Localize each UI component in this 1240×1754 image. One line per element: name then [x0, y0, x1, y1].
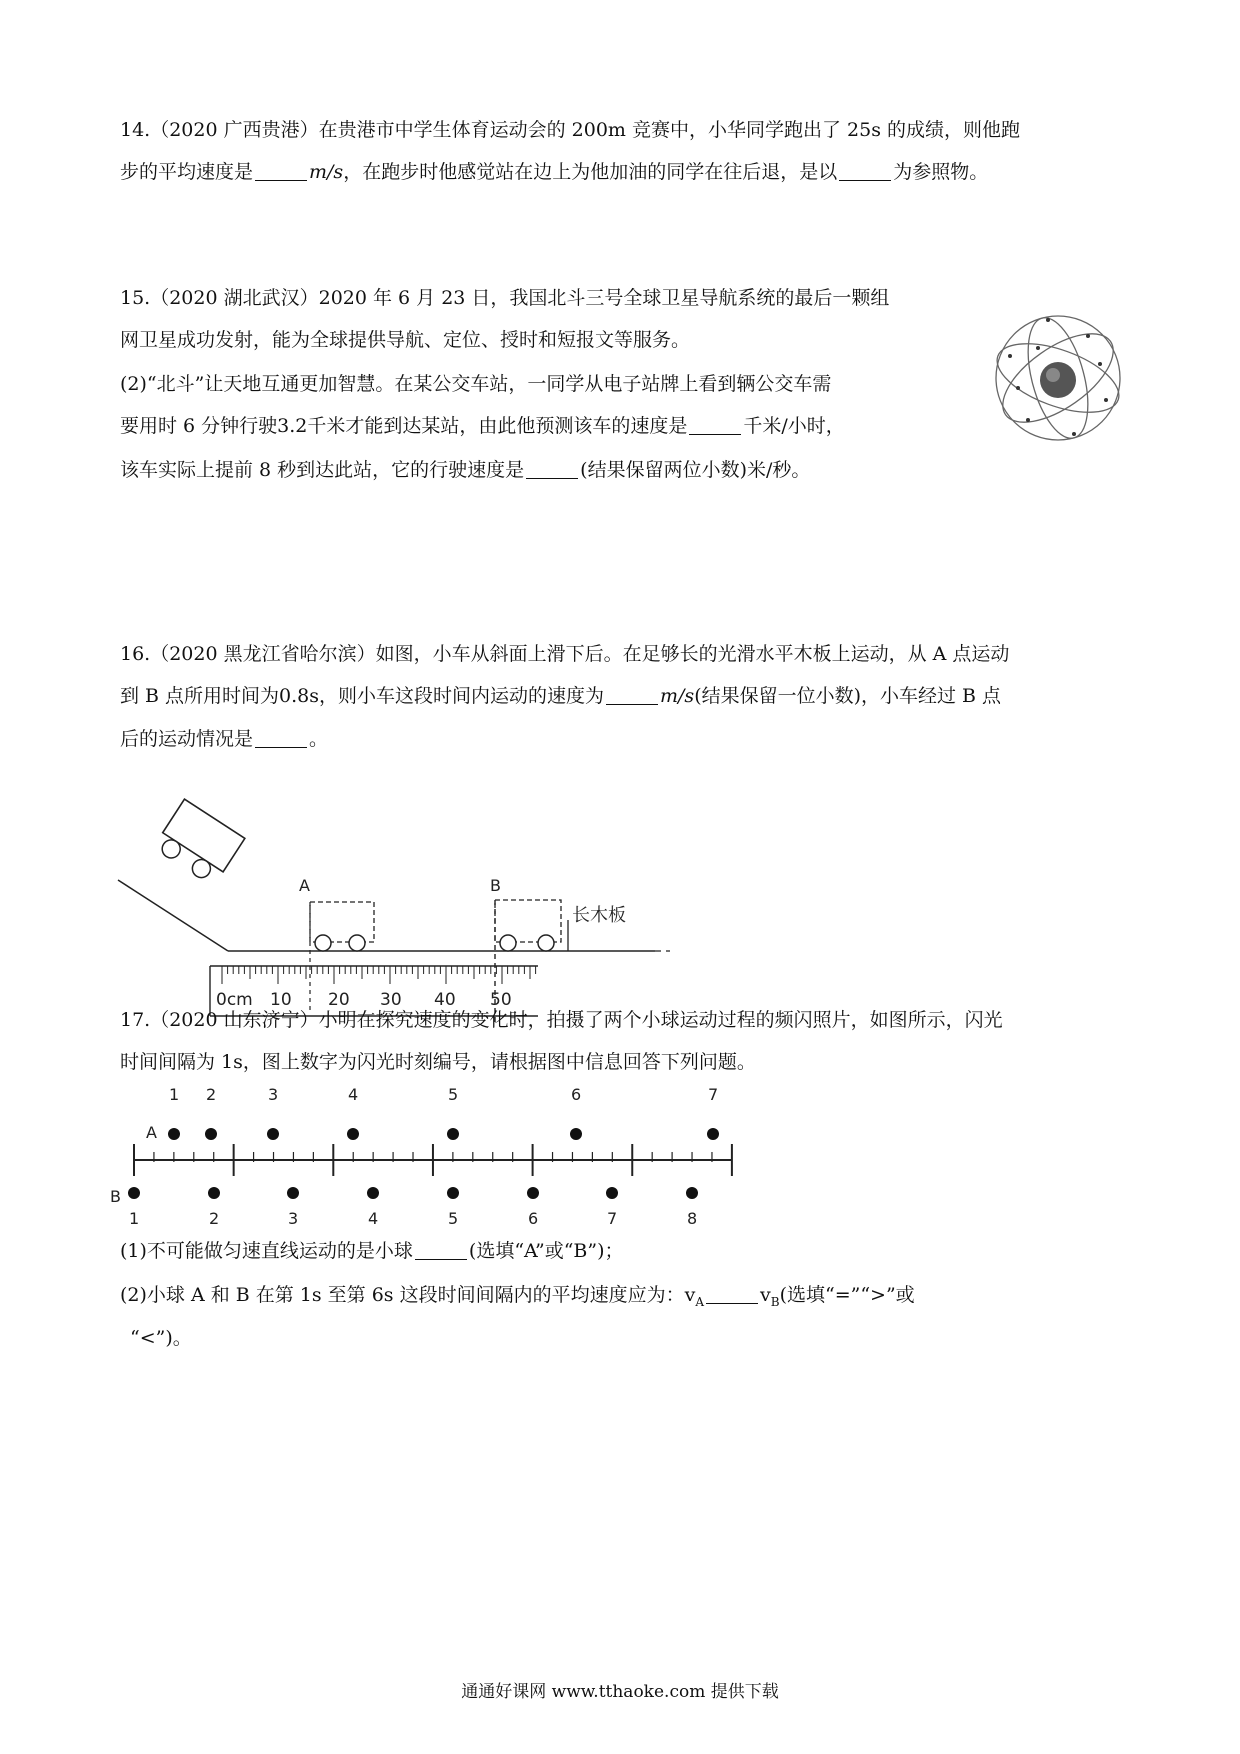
q16-line1: 16.（2020 黑龙江省哈尔滨）如图，小车从斜面上滑下后。在足够长的光滑水平木板上运动，从 A 点运动	[120, 643, 1010, 665]
ball-b-number: 8	[687, 1209, 698, 1228]
strobe-photo-figure	[110, 1078, 830, 1238]
ball-a-number: 7	[708, 1085, 719, 1104]
q16-text-3b: 。	[309, 728, 329, 750]
ball-b-number: 5	[448, 1209, 459, 1228]
q17-text-1b: (选填“A”或“B”)；	[468, 1240, 624, 1262]
board-label: 长木板	[572, 905, 626, 926]
incline-line	[118, 880, 228, 951]
q15-blank-2	[526, 460, 578, 479]
q17-part1	[120, 1239, 624, 1263]
ball-b-row	[128, 1187, 698, 1228]
ball-a-4	[347, 1128, 359, 1140]
ball-b-4	[367, 1187, 379, 1199]
q16-text-2c: (结果保留一位小数)，小车经过 B 点	[694, 685, 1002, 707]
q15-line2: 网卫星成功发射，能为全球提供导航、定位、授时和短报文等服务。	[120, 329, 691, 351]
q15-blank-1	[689, 416, 741, 435]
ball-b-number: 1	[129, 1209, 140, 1228]
q15-text-5b: (结果保留两位小数)米/秒。	[580, 459, 811, 481]
q17-text-1a: (1)不可能做匀速直线运动的是小球	[120, 1240, 413, 1262]
ruler-label-20: 20	[328, 990, 350, 1010]
ball-a-number: 1	[169, 1085, 180, 1104]
page-footer: 通通好课网 www.tthaoke.com 提供下载	[461, 1682, 779, 1702]
ball-a-6	[570, 1128, 582, 1140]
q15-line3: (2)“北斗”让天地互通更加智慧。在某公交车站，一同学从电子站牌上看到辆公交车需	[120, 373, 832, 395]
q16-text-2a: 到 B 点所用时间为0.8s，则小车这段时间内运动的速度为	[120, 685, 605, 707]
ruler	[222, 966, 536, 984]
ball-a-1	[168, 1128, 180, 1140]
q16-text-3a: 后的运动情况是	[120, 728, 254, 750]
ball-b-number: 2	[209, 1209, 220, 1228]
q17-part3: “<”)。	[130, 1327, 192, 1349]
q15-text-4b: 千米/小时，	[743, 415, 845, 437]
q16-line2	[120, 684, 1001, 708]
ball-b-1	[128, 1187, 140, 1199]
q16-line3	[120, 727, 328, 751]
row-a-label: A	[146, 1123, 157, 1142]
q15-line1: 15.（2020 湖北武汉）2020 年 6 月 23 日，我国北斗三号全球卫星导航系统的最后一颗组	[120, 287, 890, 309]
q14-unit: m/s	[309, 161, 344, 183]
q17-text-2a: (2)小球 A 和 B 在第 1s 至第 6s 这段时间间隔内的平均速度应为：v	[120, 1284, 696, 1306]
ball-b-number: 6	[528, 1209, 539, 1228]
q17-part2	[120, 1283, 915, 1314]
q14-line2	[120, 160, 988, 184]
ball-b-number: 7	[607, 1209, 618, 1228]
q16-blank-1	[606, 686, 658, 705]
point-a-label: A	[299, 876, 310, 895]
q15-text-5a: 该车实际上提前 8 秒到达此站，它的行驶速度是	[120, 459, 525, 481]
satellite-orbit-image	[988, 308, 1128, 448]
row-b-label: B	[110, 1187, 121, 1206]
ruler-label-40: 40	[434, 990, 456, 1010]
ball-b-5	[447, 1187, 459, 1199]
ruler-label-30: 30	[380, 990, 402, 1010]
q15-text-4a: 要用时 6 分钟行驶3.2千米才能到达某站，由此他预测该车的速度是	[120, 415, 688, 437]
ball-b-6	[527, 1187, 539, 1199]
ball-a-number: 4	[348, 1085, 359, 1104]
ball-a-5	[447, 1128, 459, 1140]
ball-a-number: 6	[571, 1085, 582, 1104]
ball-a-7	[707, 1128, 719, 1140]
q14-blank-1	[255, 162, 307, 181]
ball-b-number: 3	[288, 1209, 299, 1228]
ball-a-number: 2	[206, 1085, 217, 1104]
cart-on-incline	[153, 799, 245, 887]
q17-sub-b: B	[770, 1294, 780, 1309]
q17-blank-1	[415, 1241, 467, 1260]
ball-a-number: 3	[268, 1085, 279, 1104]
strobe-axis	[134, 1144, 732, 1176]
q15-line4	[120, 414, 845, 438]
q14-blank-2	[839, 162, 891, 181]
q14-text-d: 为参照物。	[893, 161, 989, 183]
ruler-label-50: 50	[490, 990, 512, 1010]
ball-b-number: 4	[368, 1209, 379, 1228]
ball-a-number: 5	[448, 1085, 459, 1104]
q14-text-a: 步的平均速度是	[120, 161, 254, 183]
incline-cart-figure	[110, 770, 670, 1040]
ball-a-3	[267, 1128, 279, 1140]
ball-a-row	[168, 1085, 719, 1140]
q17-text-2b: v	[760, 1284, 771, 1306]
ruler-label-0: 0cm	[216, 990, 253, 1010]
ball-b-8	[686, 1187, 698, 1199]
ball-b-2	[208, 1187, 220, 1199]
q17-line2: 时间间隔为 1s，图上数字为闪光时刻编号，请根据图中信息回答下列问题。	[120, 1051, 756, 1073]
q17-blank-2	[706, 1285, 758, 1304]
q16-unit: m/s	[660, 685, 695, 707]
q17-text-2c: (选填“=”“>”或	[779, 1284, 915, 1306]
q15-line5	[120, 458, 810, 482]
q14-line1: 14.（2020 广西贵港）在贵港市中学生体育运动会的 200m 竞赛中，小华同学跑出了 25s 的成绩，则他跑	[120, 119, 1020, 141]
ball-a-2	[205, 1128, 217, 1140]
q14-text-c: ，在跑步时他感觉站在边上为他加油的同学在往后退，是以	[343, 161, 838, 183]
q17-line1: 17.（2020 山东济宁）小明在探究速度的变化时，拍摄了两个小球运动过程的频闪照片，如图所示，闪光	[120, 1009, 1003, 1031]
q16-blank-2	[255, 729, 307, 748]
ball-b-3	[287, 1187, 299, 1199]
ruler-label-10: 10	[270, 990, 292, 1010]
q17-sub-a: A	[695, 1294, 704, 1309]
ball-b-7	[606, 1187, 618, 1199]
point-b-label: B	[490, 876, 501, 895]
